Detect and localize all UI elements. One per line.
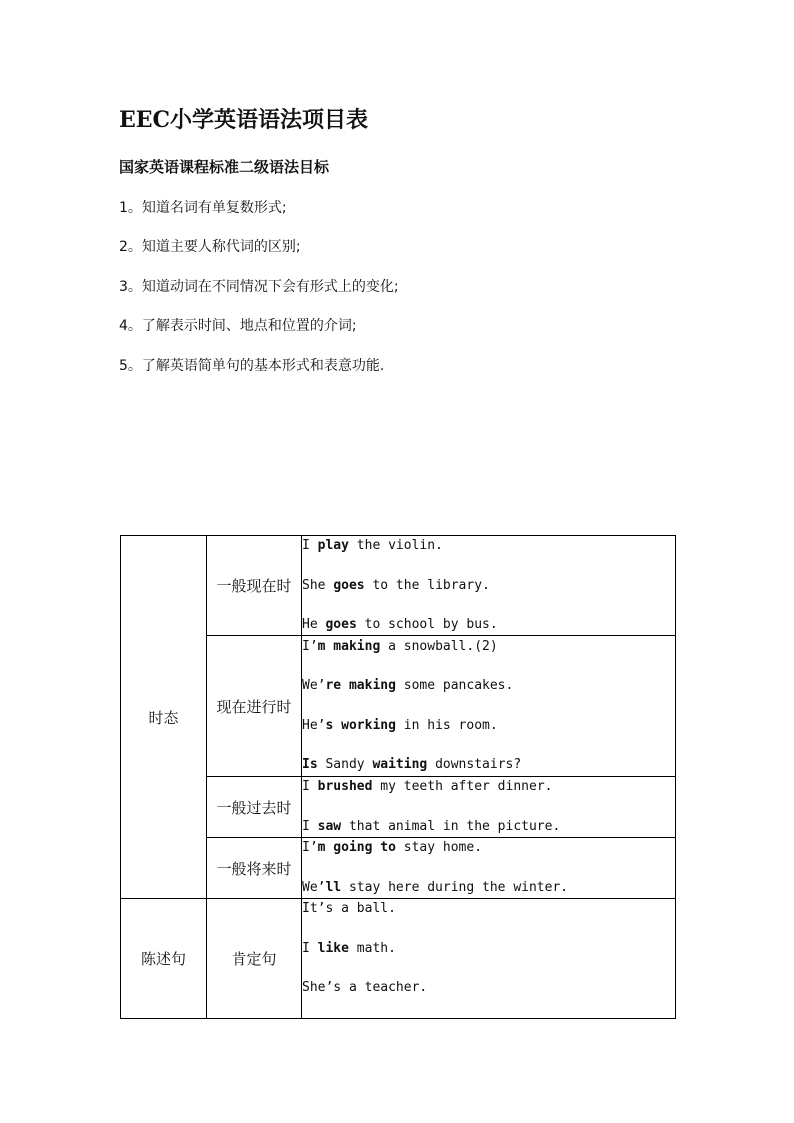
- example-sentence: She goes to the library.: [302, 577, 490, 593]
- examples-cell: [302, 536, 676, 636]
- example-sentence: We’re making some pancakes.: [302, 678, 514, 694]
- goal-item: 3。知道动词在不同情况下会有形式上的变化;: [119, 279, 399, 295]
- example-sentence: I’m going to stay home.: [302, 840, 483, 856]
- section-subtitle: 国家英语课程标准二级语法目标: [119, 158, 330, 176]
- table-row: [121, 899, 676, 1019]
- category-tense: 时态: [121, 536, 207, 899]
- example-sentence: It’s a ball.: [302, 901, 396, 917]
- goal-item: 1。知道名词有单复数形式;: [119, 200, 287, 216]
- subcategory-simple-past: 一般过去时: [207, 777, 302, 838]
- table-row: [121, 536, 676, 636]
- examples-cell: [302, 777, 676, 838]
- subcategory-simple-present: 一般现在时: [207, 536, 302, 636]
- example-sentence: I’m making a snowball.(2): [302, 638, 498, 654]
- goal-item: 2。知道主要人称代词的区别;: [119, 239, 301, 255]
- example-sentence: He’s working in his room.: [302, 717, 498, 733]
- example-sentence: I like math.: [302, 940, 396, 956]
- examples-cell: [302, 636, 676, 777]
- example-sentence: We’ll stay here during the winter.: [302, 879, 569, 895]
- subcategory-affirmative: 肯定句: [207, 899, 302, 1019]
- subcategory-simple-future: 一般将来时: [207, 838, 302, 899]
- examples-cell: [302, 838, 676, 899]
- example-sentence: I brushed my teeth after dinner.: [302, 779, 553, 795]
- example-sentence: She’s a teacher.: [302, 980, 428, 996]
- goal-item: 5。了解英语简单句的基本形式和表意功能.: [119, 358, 385, 374]
- subcategory-present-progressive: 现在进行时: [207, 636, 302, 777]
- example-sentence: I saw that animal in the picture.: [302, 818, 561, 834]
- example-sentence: I play the violin.: [302, 538, 443, 553]
- page-title: EEC小学英语语法项目表: [119, 107, 369, 133]
- category-statement: 陈述句: [121, 899, 207, 1019]
- goal-item: 4。了解表示时间、地点和位置的介词;: [119, 318, 357, 334]
- example-sentence: Is Sandy waiting downstairs?: [302, 757, 522, 773]
- grammar-table: [120, 535, 676, 1019]
- examples-cell: [302, 899, 676, 1019]
- example-sentence: He goes to school by bus.: [302, 617, 498, 632]
